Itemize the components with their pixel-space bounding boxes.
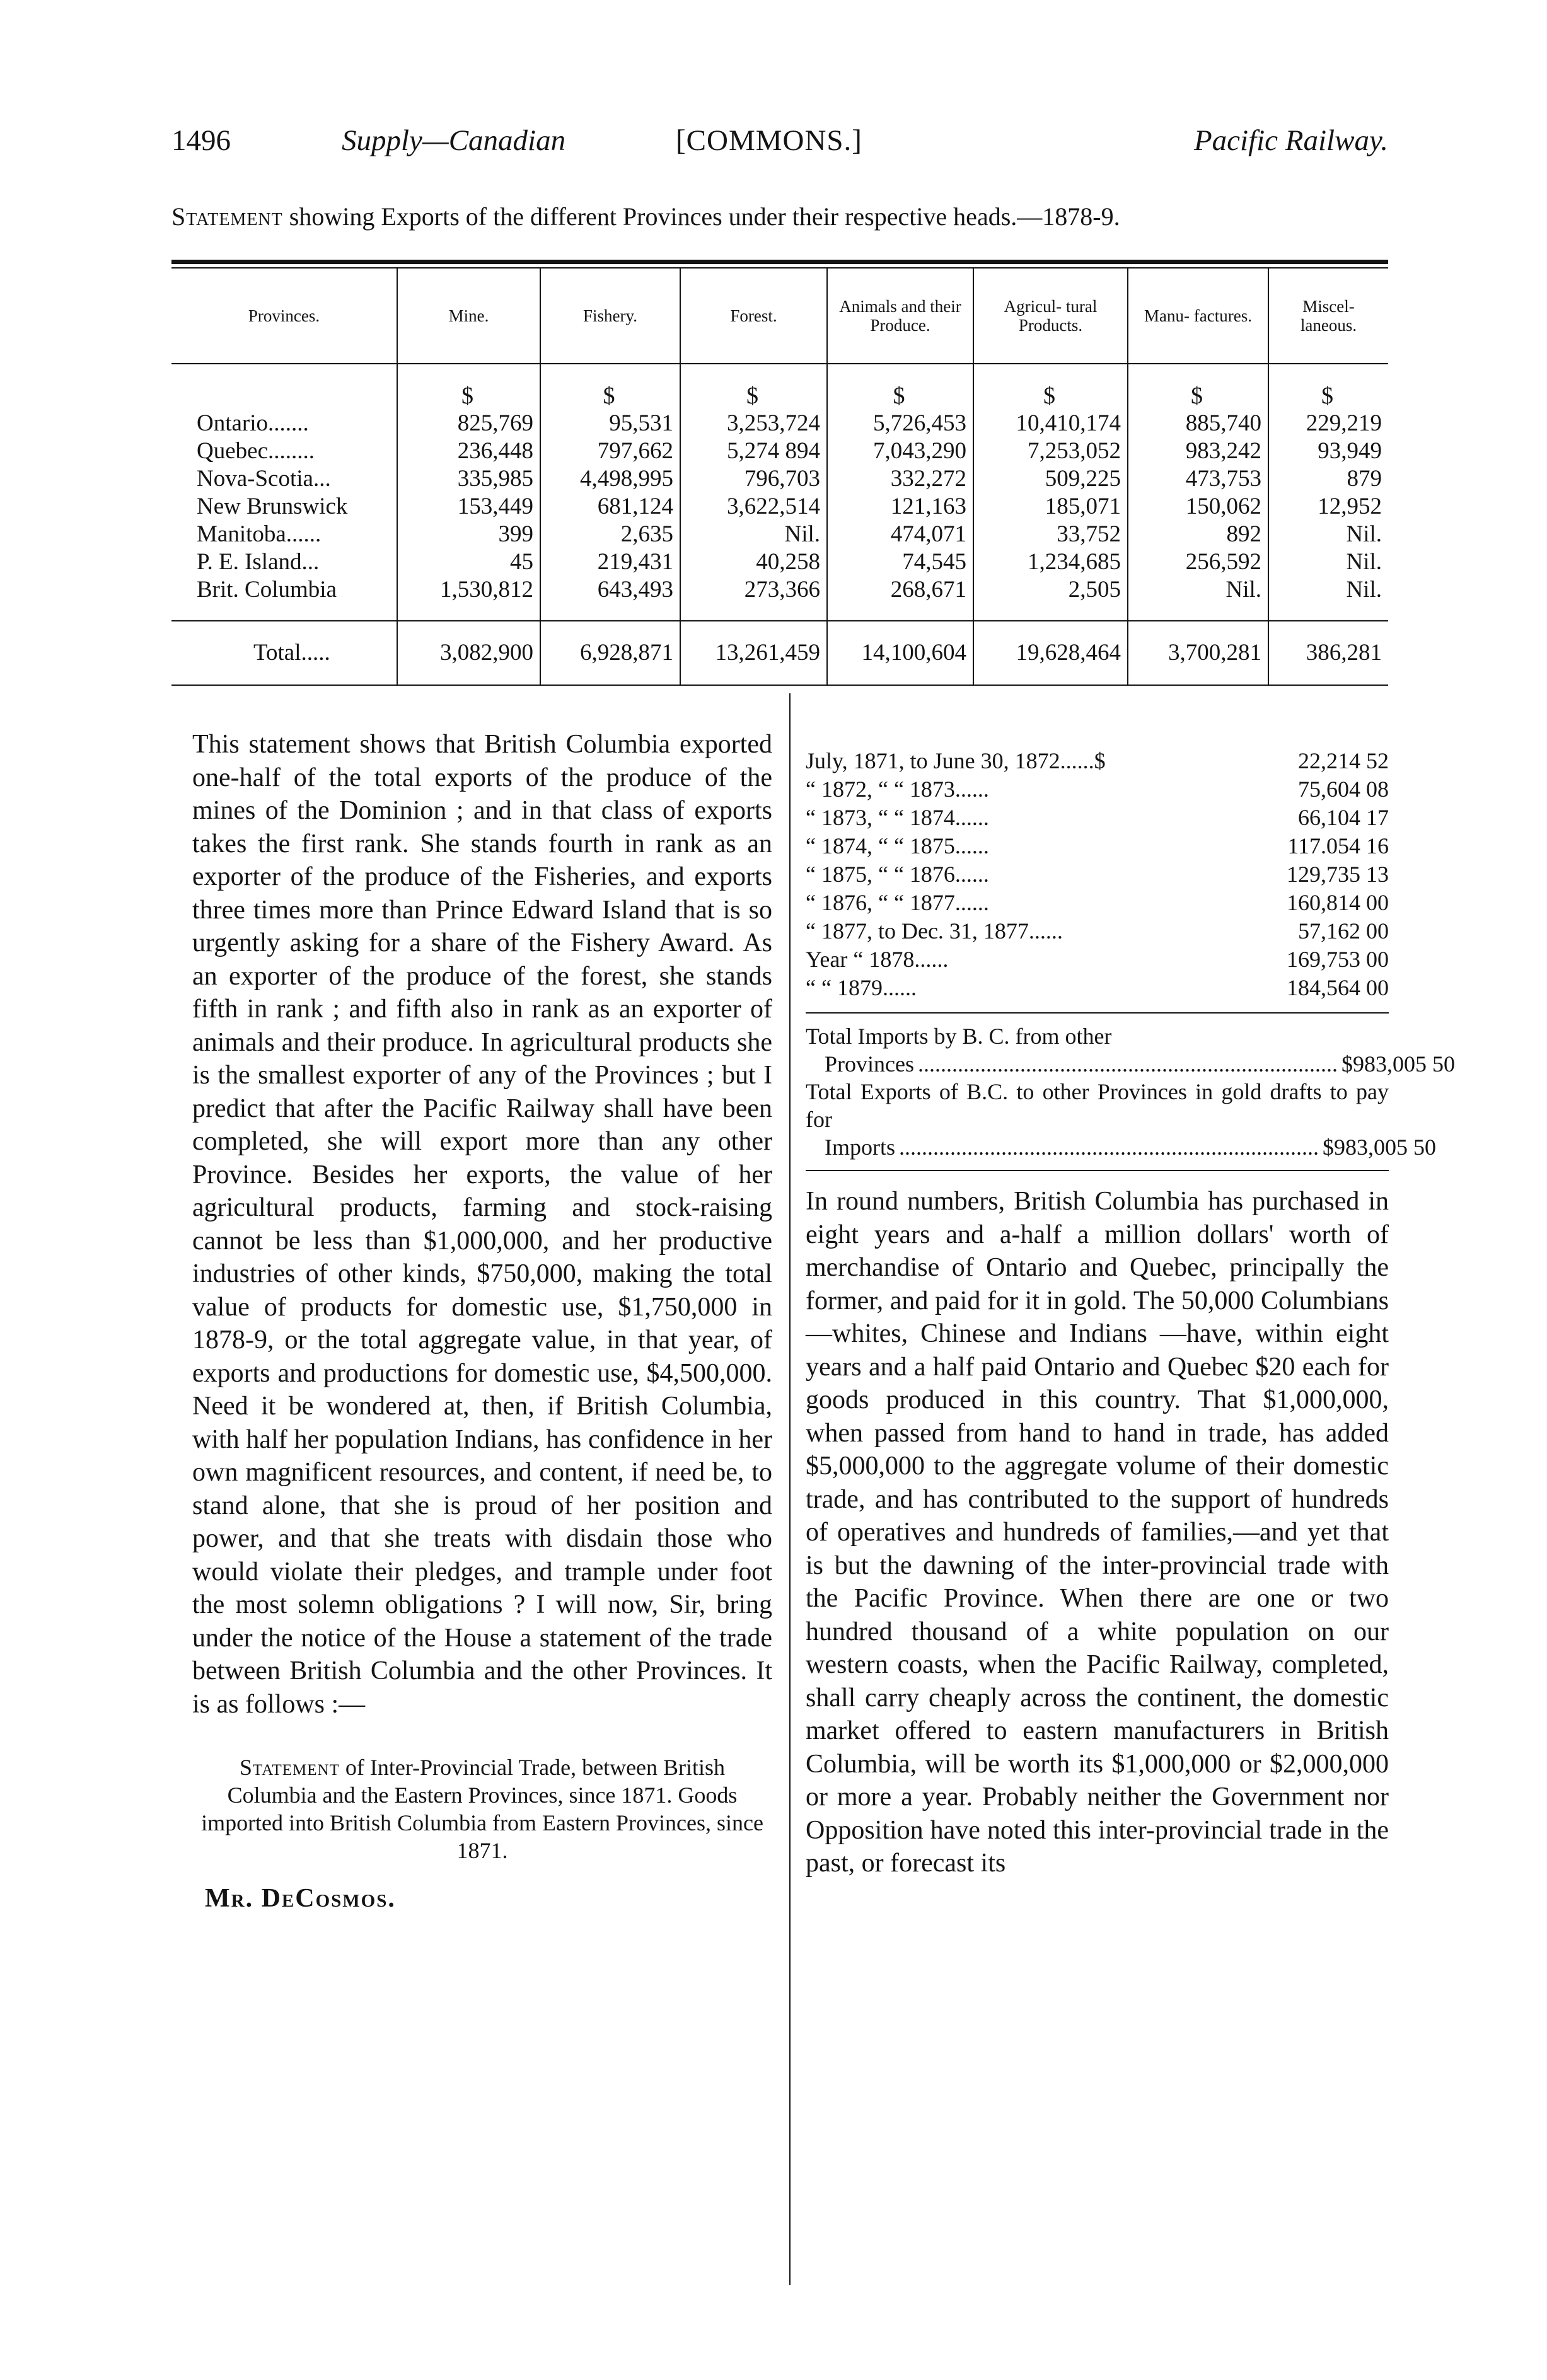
value-cell: 386,281	[1306, 640, 1382, 666]
value-cell: 335,985	[397, 465, 540, 493]
exports-table-wrap	[171, 260, 1388, 686]
table-cell: $	[680, 364, 827, 410]
table-row	[171, 437, 1388, 465]
table-row	[171, 521, 1388, 548]
table-cell: $	[397, 364, 540, 410]
table-cell: $	[827, 364, 973, 410]
total-imports-amount: $983,005 50	[1341, 1051, 1455, 1077]
left-column	[192, 728, 772, 1915]
value-cell: 5,274 894	[680, 437, 827, 465]
column-header: Fishery.	[540, 269, 680, 364]
table-row	[171, 576, 1388, 604]
trade-period: “ 1872, “ “ 1873......	[806, 777, 989, 802]
page-number: 1496	[171, 124, 231, 157]
table-top-rule	[171, 260, 1388, 264]
spacer-row	[171, 604, 1388, 621]
value-cell: 3,082,900	[397, 621, 540, 685]
trade-row	[806, 860, 1389, 889]
column-header: Forest.	[680, 269, 827, 364]
value-cell: 3,622,514	[680, 493, 827, 521]
value-cell: 797,662	[540, 437, 680, 465]
value-cell: 825,769	[397, 410, 540, 437]
table-row	[171, 410, 1388, 437]
value-cell: 643,493	[540, 576, 680, 604]
total-row	[171, 621, 1388, 685]
right-paragraph: In round numbers, British Columbia has purchased in eight years and a-half a million dollars' worth of merchandise of Ontario and Quebec, principally the former, and paid for it in gold. The 50,000 Columbians—whites, Chinese and Indians —have, within eight years and a half paid Ontario and Quebec $20 each for goods produced in this country. That $1,000,000, when passed from hand to hand in trade, has added $5,000,000 to the aggregate volume of their domestic trade, and has contributed to the support of hundreds of operatives and hundreds of families,—and yet that is but the dawning of the inter-provincial trade with the Pacific Province. When there are one or two hundred thousand of a white population on our western coasts, when the Pacific Railway, completed, shall carry cheaply across the continent, the domestic market offered to eastern manufacturers in British Columbia, will be worth its $1,000,000 or $2,000,000 or more a year. Probably neither the Government nor Opposition have noted this inter-provincial trade in the past, or forecast its	[806, 1187, 1389, 1878]
trade-period: Year “ 1878......	[806, 947, 949, 972]
value-cell: 332,272	[827, 465, 973, 493]
value-cell: 1,530,812	[397, 576, 540, 604]
trade-row	[806, 804, 1389, 832]
value-cell: 2,635	[540, 521, 680, 548]
exports-table	[171, 269, 1388, 685]
value-cell: 4,498,995	[540, 465, 680, 493]
value-cell: Nil.	[1128, 576, 1268, 604]
province-cell: Total.....	[171, 621, 397, 685]
value-cell: 229,219	[1306, 410, 1382, 436]
trade-row	[806, 945, 1389, 974]
trade-period: “ 1876, “ “ 1877......	[806, 890, 989, 915]
spacer-cell	[973, 604, 1128, 621]
trade-amount: 22,214 52	[1298, 748, 1389, 773]
column-header: Mine.	[397, 269, 540, 364]
trade-amount: 169,753 00	[1287, 947, 1389, 972]
table-row	[171, 548, 1388, 576]
spacer-cell	[1268, 604, 1388, 621]
total-exports-amount: $983,005 50	[1323, 1135, 1436, 1160]
value-cell: 509,225	[973, 465, 1128, 493]
table-title	[171, 202, 1388, 231]
trade-amount: 184,564 00	[1287, 975, 1389, 1000]
trade-row	[806, 974, 1389, 1002]
trade-period: “ 1873, “ “ 1874......	[806, 805, 989, 830]
table-cell: $	[1321, 383, 1333, 409]
value-cell: 796,703	[680, 465, 827, 493]
value-cell: 13,261,459	[680, 621, 827, 685]
trade-amount: 129,735 13	[1287, 862, 1389, 887]
left-paragraph: This statement shows that British Columbia exported one-half of the total exports of the produce of the mines of the Dominion ; and in that class of exports takes the first rank. She stands fourth in rank as an exporter of the produce of the Fisheries, and exports three times more than Prince Edward Island that is so urgently asking for a share of the Fishery Award. As an exporter of the produce of the forest, she stands fifth in rank ; and fifth also in rank as an exporter of animals and their produce. In agricultural products she is the smallest exporter of any of the Provinces ; but I predict that after the Pacific Railway shall have been completed, she will export more than any other Province. Besides her exports, the value of her agricultural products, farming and stock-raising cannot be less than $1,000,000, and her productive industries of other kinds, $750,000, making the total value of products for domestic use, $1,750,000 in 1878-9, or the total aggregate value, in that year, of exports and productions for domestic use, $4,500,000. Need it be wondered at, then, if British Columbia, with half her population Indians, has confidence in her own magnificent resources, and content, if need be, to stand alone, that she is proud of her position and power, and that she treats with disdain those who would violate their pledges, and trample under foot the most solemn obligations ? I will now, Sir, bring under the notice of the House a statement of the trade between British Columbia and the other Provinces. It is as follows :—	[192, 730, 772, 1719]
value-cell: 14,100,604	[827, 621, 973, 685]
header-topic: Pacific Railway.	[1193, 124, 1388, 157]
table-title-lead: Statement	[171, 202, 283, 231]
spacer-cell	[397, 604, 540, 621]
value-cell: 19,628,464	[973, 621, 1128, 685]
total-exports-label: Total Exports of B.C. to other Provinces in gold drafts to pay for	[806, 1079, 1389, 1132]
value-cell: 2,505	[973, 576, 1128, 604]
column-header: Miscel- laneous.	[1268, 269, 1388, 364]
province-cell: New Brunswick	[171, 493, 397, 521]
spacer-cell	[680, 604, 827, 621]
province-cell: Manitoba......	[171, 521, 397, 548]
value-cell: 3,253,724	[680, 410, 827, 437]
value-cell: 33,752	[973, 521, 1128, 548]
value-cell: 95,531	[540, 410, 680, 437]
units-row	[171, 364, 1388, 410]
value-cell: 10,410,174	[973, 410, 1128, 437]
trade-statement-heading	[192, 1753, 772, 1864]
value-cell: 3,700,281	[1128, 621, 1268, 685]
column-header: Manu- factures.	[1128, 269, 1268, 364]
column-header: Agricul- tural Products.	[973, 269, 1128, 364]
province-cell: Brit. Columbia	[171, 576, 397, 604]
header-chamber: [COMMONS.]	[676, 124, 862, 157]
value-cell: 40,258	[680, 548, 827, 576]
total-exports-label-b: Imports	[825, 1135, 895, 1160]
table-cell: $	[973, 364, 1128, 410]
leader-dots: ..........................................................................	[917, 1051, 1338, 1077]
value-cell: 885,740	[1128, 410, 1268, 437]
table-cell: $	[540, 364, 680, 410]
trade-statement-rest: of Inter-Provincial Trade, between British Columbia and the Eastern Provinces, since 1871. Goods imported into British Columbia from Eastern Provinces, since 1871.	[201, 1755, 763, 1863]
trade-row	[806, 775, 1389, 804]
value-cell: 879	[1347, 466, 1382, 492]
value-cell: 6,928,871	[540, 621, 680, 685]
value-cell: 268,671	[827, 576, 973, 604]
value-cell: 892	[1128, 521, 1268, 548]
value-cell: 399	[397, 521, 540, 548]
speaker-name: Mr. DeCosmos.	[205, 1884, 396, 1913]
province-cell: Nova-Scotia...	[171, 465, 397, 493]
column-header: Animals and their Produce.	[827, 269, 973, 364]
header-subject: Supply—Canadian	[342, 124, 566, 157]
value-cell: 7,043,290	[827, 437, 973, 465]
table-header-row	[171, 269, 1388, 364]
value-cell: 74,545	[827, 548, 973, 576]
province-cell: Quebec........	[171, 437, 397, 465]
trade-amount: 160,814 00	[1287, 890, 1389, 915]
value-cell: 983,242	[1128, 437, 1268, 465]
value-cell: 256,592	[1128, 548, 1268, 576]
spacer-cell	[827, 604, 973, 621]
value-cell: 1,234,685	[973, 548, 1128, 576]
table-cell: $	[1128, 364, 1268, 410]
value-cell: 5,726,453	[827, 410, 973, 437]
trade-period: “ 1874, “ “ 1875......	[806, 833, 989, 858]
column-divider	[789, 693, 791, 2285]
trade-statement-lead: Statement	[239, 1755, 340, 1780]
value-cell: Nil.	[1346, 577, 1382, 603]
right-column	[806, 728, 1455, 1880]
spacer-cell	[540, 604, 680, 621]
value-cell: 219,431	[540, 548, 680, 576]
value-cell: 153,449	[397, 493, 540, 521]
value-cell: Nil.	[1346, 549, 1382, 575]
province-cell: Ontario.......	[171, 410, 397, 437]
trade-totals	[806, 1022, 1455, 1161]
value-cell: Nil.	[680, 521, 827, 548]
trade-row	[806, 832, 1389, 860]
value-cell: 236,448	[397, 437, 540, 465]
table-row	[171, 493, 1388, 521]
value-cell: Nil.	[1346, 521, 1382, 547]
total-imports-line	[806, 1050, 1455, 1078]
total-imports-label-b: Provinces	[825, 1051, 914, 1077]
trade-rule	[806, 1012, 1389, 1014]
trade-period: July, 1871, to June 30, 1872......$	[806, 748, 1106, 773]
trade-amount: 66,104 17	[1298, 805, 1389, 830]
spacer-cell	[1128, 604, 1268, 621]
trade-row	[806, 889, 1389, 917]
value-cell: 7,253,052	[973, 437, 1128, 465]
trade-period: “ 1877, to Dec. 31, 1877......	[806, 918, 1063, 944]
table-cell	[171, 364, 397, 410]
total-exports-line	[806, 1133, 1436, 1161]
trade-period: “ “ 1879......	[806, 975, 917, 1000]
value-cell: 121,163	[827, 493, 973, 521]
trade-row	[806, 747, 1389, 775]
trade-amount: 75,604 08	[1298, 777, 1389, 802]
trade-amount: 117.054 16	[1287, 833, 1389, 858]
value-cell: 473,753	[1128, 465, 1268, 493]
value-cell: 273,366	[680, 576, 827, 604]
totals-rule	[806, 1170, 1389, 1171]
province-cell: P. E. Island...	[171, 548, 397, 576]
value-cell: 93,949	[1318, 438, 1382, 464]
trade-row	[806, 917, 1389, 945]
spacer-cell	[171, 604, 397, 621]
trade-table	[806, 747, 1389, 1002]
running-header	[171, 124, 1388, 174]
value-cell: 474,071	[827, 521, 973, 548]
table-row	[171, 465, 1388, 493]
value-cell: 12,952	[1318, 494, 1382, 519]
trade-period: “ 1875, “ “ 1876......	[806, 862, 989, 887]
value-cell: 150,062	[1128, 493, 1268, 521]
value-cell: 681,124	[540, 493, 680, 521]
table-title-rest: showing Exports of the different Provinces under their respective heads.—1878-9.	[282, 202, 1120, 231]
total-imports-label: Total Imports by B. C. from other	[806, 1024, 1112, 1049]
value-cell: 45	[397, 548, 540, 576]
value-cell: 185,071	[973, 493, 1128, 521]
trade-amount: 57,162 00	[1298, 918, 1389, 944]
table-bottom-rule	[171, 685, 1388, 686]
column-header: Provinces.	[171, 269, 397, 364]
leader-dots: ..........................................................................	[899, 1135, 1319, 1160]
